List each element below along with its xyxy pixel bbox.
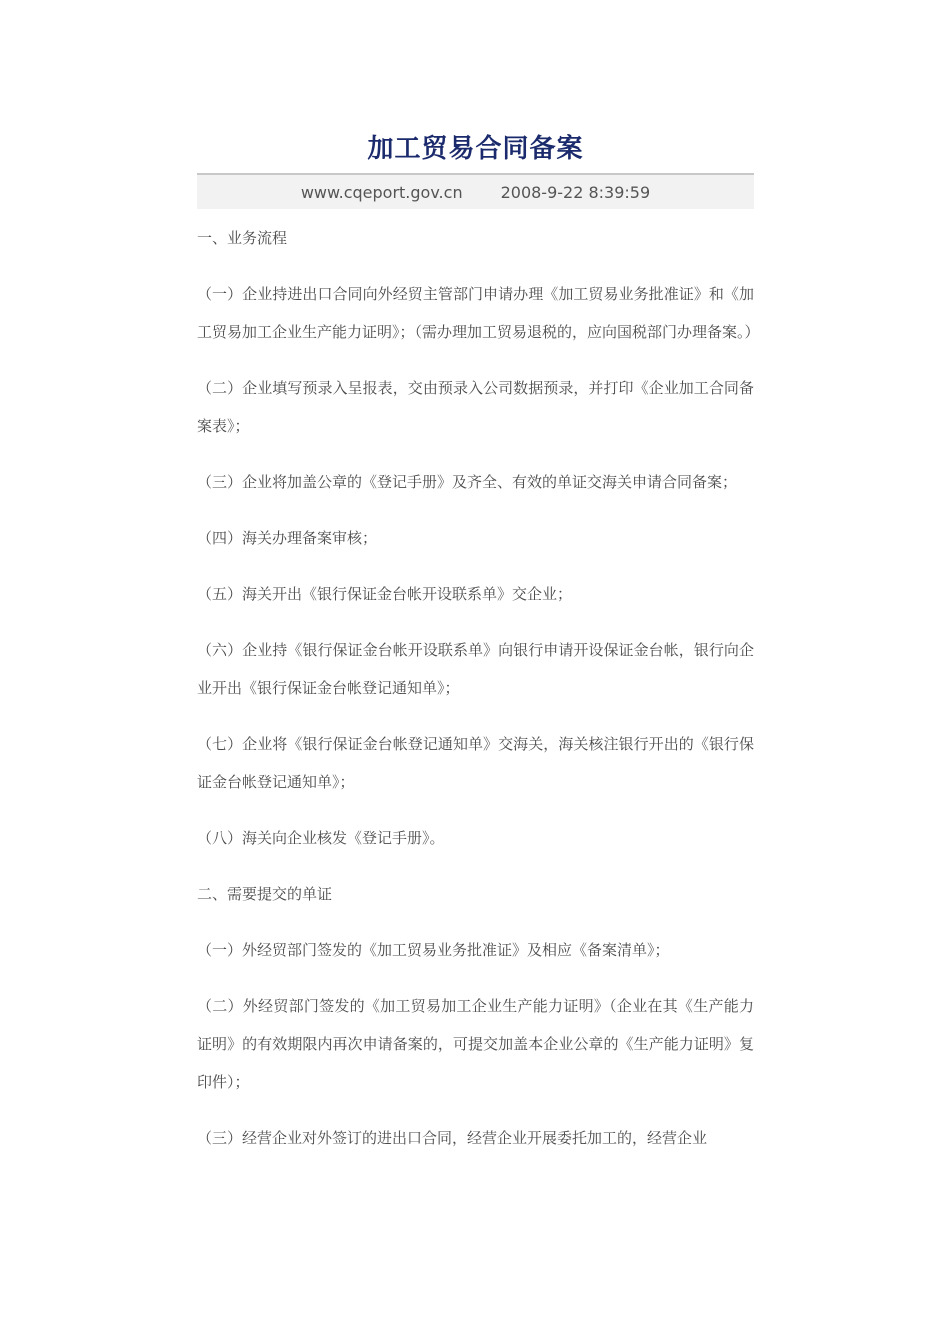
section-heading: 一、业务流程 [197, 229, 288, 247]
section-heading: 二、需要提交的单证 [197, 885, 333, 903]
paragraph: （三）企业将加盖公章的《登记手册》及齐全、有效的单证交海关申请合同备案； [197, 473, 738, 491]
paragraph: （三）经营企业对外签订的进出口合同，经营企业开展委托加工的，经营企业 [197, 1129, 708, 1147]
paragraph: （一）企业持进出口合同向外经贸主管部门申请办理《加工贸易业务批准证》和《加工贸易加工企业生产能力证明》；（需办理加工贸易退税的，应向国税部门办理备案。） [197, 285, 760, 341]
paragraph: （五）海关开出《银行保证金台帐开设联系单》交企业； [197, 585, 573, 603]
paragraph: （二）企业填写预录入呈报表，交由预录入公司数据预录，并打印《企业加工合同备案表》； [197, 379, 754, 435]
publish-datetime: 2008-9-22 8:39:59 [500, 182, 651, 202]
paragraph: （六）企业持《银行保证金台帐开设联系单》向银行申请开设保证金台帐，银行向企业开出《银行保证金台帐登记通知单》； [197, 641, 754, 697]
paragraph: （四）海关办理备案审核； [197, 529, 378, 547]
source-site: www.cqeport.gov.cn [300, 182, 463, 202]
paragraph: （一）外经贸部门签发的《加工贸易业务批准证》及相应《备案清单》； [197, 941, 670, 959]
paragraph: （二）外经贸部门签发的《加工贸易加工企业生产能力证明》（企业在其《生产能力证明》的有效期限内再次申请备案的，可提交加盖本企业公章的《生产能力证明》复印件）； [197, 997, 754, 1091]
article-meta-bar [197, 173, 754, 209]
paragraph: （七）企业将《银行保证金台帐登记通知单》交海关，海关核注银行开出的《银行保证金台帐登记通知单》； [197, 735, 754, 791]
paragraph: （八）海关向企业核发《登记手册》。 [197, 829, 445, 847]
article-title: 加工贸易合同备案 [367, 134, 584, 164]
article-body [197, 219, 760, 1157]
